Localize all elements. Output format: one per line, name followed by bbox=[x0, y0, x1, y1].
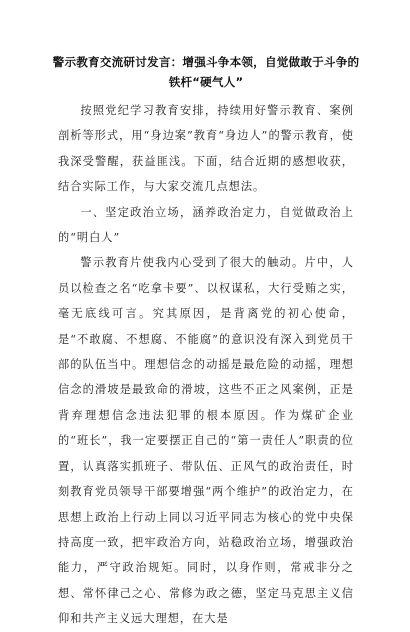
paragraph-intro: 按照党纪学习教育安排，持续用好警示教育、案例剖析等形式，用“身边案”教育“身边人”的警示教育，使我深受警醒，获益匪浅。下面，结合近期的感想收获，结合实际工作，与大家交流几点想法。 bbox=[58, 104, 354, 194]
section-heading-1: 一、坚定政治立场，涵养政治定力，自觉做政治上的“明白人” bbox=[58, 205, 354, 245]
document-title: 警示教育交流研讨发言：增强斗争本领，自觉做敢于斗争的铁杆“硬气人” bbox=[52, 55, 360, 89]
document-body bbox=[58, 98, 354, 632]
paragraph-section-1: 警示教育片使我内心受到了很大的触动。片中，人员以检查之名“吃拿卡要”、以权谋私，大行受贿之实，毫无底线可言。究其原因，是背离党的初心使命，是“不敢腐、不想腐、不能腐”的意识没有深入到党员干部的队伍当中。理想信念的动摇是最危险的动摇，理想信念的滑坡是最致命的滑坡，这些不正之风案例，正是背弃理想信念违法犯罪的根本原因。作为煤矿企业的“班长”，我一定要摆正自己的“第一责任人”职责的位置，认真落实抓班子、带队伍、正风气的政治责任，时刻教育党员领导干部要增强“两个维护”的政治定力，在思想上政治上行动上同以习近平同志为核心的党中央保持高度一致，把牢政治方向，站稳政治立场，增强政治能力，严守政治规矩。同时，以身作则，常戒非分之想、常怀律己之心、常修为政之德，坚定马克思主义信仰和共产主义远大理想，在大是 bbox=[58, 256, 354, 626]
